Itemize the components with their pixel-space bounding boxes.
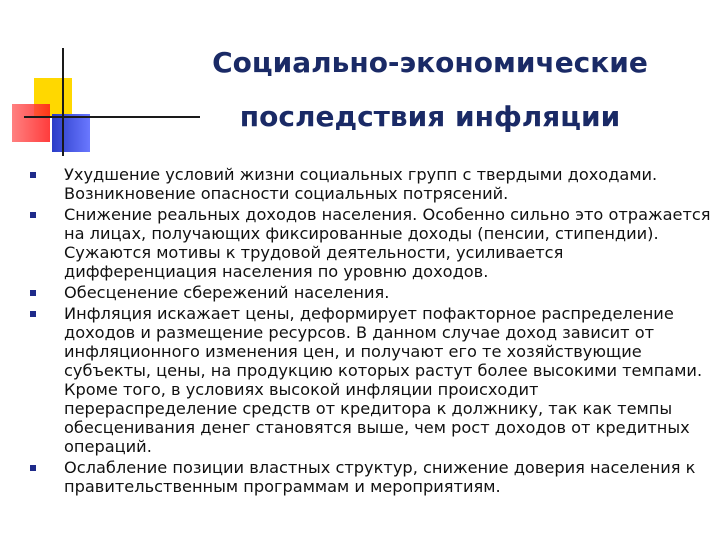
square-bullet-icon [30, 311, 36, 317]
bullet-list [24, 165, 714, 498]
bullet-text: Снижение реальных доходов населения. Особенно сильно это отражается на лицах, получающих фиксированные доходы (пенсии, стипендии). Сужаются мотивы к трудовой деятельности, усиливается дифференциация населения по уровню доходов. [64, 205, 711, 281]
bullet-item [24, 458, 714, 496]
decor-red-square [12, 104, 50, 142]
decor-blue-square [52, 114, 90, 152]
square-bullet-icon [30, 172, 36, 178]
slide-title [150, 36, 710, 144]
bullet-text: Обесценение сбережений населения. [64, 283, 390, 302]
square-bullet-icon [30, 212, 36, 218]
square-bullet-icon [30, 290, 36, 296]
bullet-text: Ухудшение условий жизни социальных групп с твердыми доходами. Возникновение опасности социальных потрясений. [64, 165, 658, 203]
slide-title-line-2: последствия инфляции [239, 100, 621, 133]
bullet-item [24, 304, 714, 456]
bullet-item [24, 283, 714, 302]
decor-vertical-line [62, 48, 64, 156]
bullet-item [24, 205, 714, 281]
bullet-item [24, 165, 714, 203]
bullet-text: Инфляция искажает цены, деформирует пофакторное распределение доходов и размещение ресурсов. В данном случае доход зависит от инфляционного изменения цен, и получают его те хозяйствующие субъекты, цены, на продукцию которых растут более высокими темпами. Кроме того, в условиях высокой инфляции происходит перераспределение средств от кредитора к должнику, так как темпы обесценивания денег становятся выше, чем рост доходов от кредитных операций. [64, 304, 703, 456]
square-bullet-icon [30, 465, 36, 471]
bullet-text: Ослабление позиции властных структур, снижение доверия населения к правительственным программам и мероприятиям. [64, 458, 696, 496]
slide-title-line-1: Социально-экономические [212, 46, 648, 79]
